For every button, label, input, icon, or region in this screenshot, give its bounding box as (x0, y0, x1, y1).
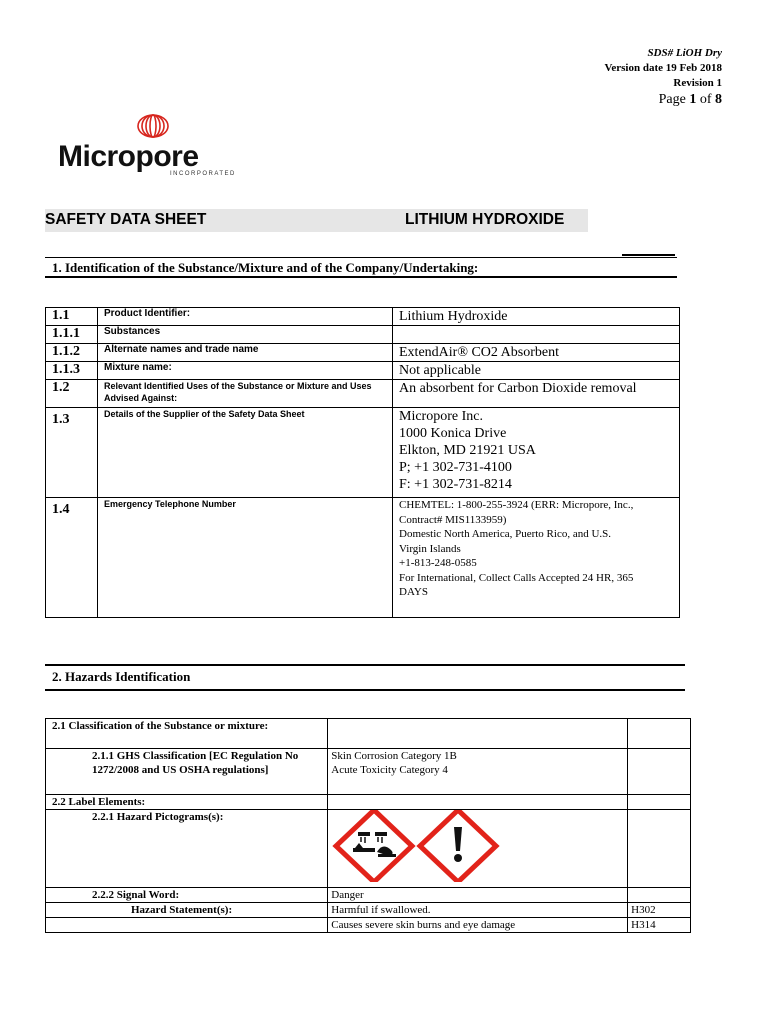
emergency-details (393, 498, 680, 618)
table-row (46, 344, 680, 362)
row-value: ExtendAir® CO2 Absorbent (393, 344, 680, 362)
signal-word-label: 2.2.2 Signal Word: (46, 888, 328, 903)
rings-logo-icon (136, 112, 170, 140)
table-row (46, 408, 680, 498)
pictograms-cell (328, 810, 628, 888)
row-value: Not applicable (393, 362, 680, 380)
row-label: Relevant Identified Uses of the Substance or Mixture and Uses Advised Against: (98, 380, 393, 408)
document-header (604, 46, 722, 109)
empty-cell (628, 749, 691, 795)
row-number: 1.1.3 (46, 362, 98, 380)
table-row (46, 888, 691, 903)
sds-number: SDS# LiOH Dry (647, 47, 722, 59)
ghs-values (328, 749, 628, 795)
row-label: Product Identifier: (98, 308, 393, 326)
ghs-label: 2.1.1 GHS Classification [EC Regulation No 1272/2008 and US OSHA regulations] (46, 749, 328, 795)
logo-tagline: INCORPORATED (170, 171, 236, 177)
page-number: Page 1 of 8 (658, 92, 722, 107)
row-label: Details of the Supplier of the Safety Data Sheet (98, 408, 393, 498)
table-row (46, 719, 691, 749)
emergency-line: DAYS (399, 586, 428, 598)
table-row (46, 795, 691, 810)
hazard-pictograms (331, 810, 507, 882)
emergency-line: Domestic North America, Puerto Rico, and U.S. (399, 528, 612, 540)
row-label: Mixture name: (98, 362, 393, 380)
empty-cell (628, 810, 691, 888)
label-elements: 2.2 Label Elements: (46, 795, 328, 810)
emergency-line: +1-813-248-0585 (399, 557, 477, 569)
exclamation-pictogram-icon (420, 810, 496, 882)
document-title-bar (45, 209, 588, 232)
table-row (46, 903, 691, 918)
hazard-statement: Causes severe skin burns and eye damage (328, 918, 628, 933)
section2-heading: 2. Hazards Identification (52, 669, 191, 684)
supplier-line: Micropore Inc. (399, 409, 483, 424)
table-row (46, 498, 680, 618)
row-number: 1.1 (46, 308, 98, 326)
rule-top (45, 664, 685, 666)
row-number: 1.3 (46, 408, 98, 498)
row-label: Substances (98, 326, 393, 344)
empty-cell (628, 888, 691, 903)
emergency-line: Virgin Islands (399, 542, 461, 555)
version-date: Version date 19 Feb 2018 (604, 62, 722, 74)
row-value: An absorbent for Carbon Dioxide removal (393, 380, 680, 408)
hazards-table (45, 718, 691, 933)
row-value (393, 326, 680, 344)
empty-cell (628, 719, 691, 749)
row-number: 1.4 (46, 498, 98, 618)
emergency-line: CHEMTEL: 1-800-255-3924 (ERR: Micropore, Inc., (399, 499, 634, 511)
rule-bottom (45, 689, 685, 691)
table-row (46, 749, 691, 795)
supplier-line: 1000 Konica Drive (399, 426, 507, 441)
table-row (46, 362, 680, 380)
hazard-code: H302 (628, 903, 691, 918)
revision: Revision 1 (673, 77, 722, 89)
empty-cell (328, 719, 628, 749)
supplier-line: P; +1 302-731-4100 (399, 460, 512, 475)
identification-table (45, 307, 680, 618)
row-label: Emergency Telephone Number (98, 498, 393, 618)
table-row (46, 308, 680, 326)
substance-title: LITHIUM HYDROXIDE (405, 211, 565, 228)
row-number: 1.1.1 (46, 326, 98, 344)
pictograms-label: 2.2.1 Hazard Pictograms(s): (46, 810, 328, 888)
ghs-value: Acute Toxicity Category 4 (331, 764, 448, 776)
row-number: 1.1.2 (46, 344, 98, 362)
logo-wordmark: Micropore (58, 140, 199, 173)
supplier-line: F: +1 302-731-8214 (399, 477, 512, 492)
supplier-line: Elkton, MD 21921 USA (399, 443, 536, 458)
document-title: SAFETY DATA SHEET (45, 211, 207, 228)
ghs-value: Skin Corrosion Category 1B (331, 750, 457, 762)
rule-bottom (45, 276, 677, 278)
rule-stub (622, 254, 675, 256)
hazard-statement: Harmful if swallowed. (328, 903, 628, 918)
empty-cell (46, 918, 328, 933)
supplier-details (393, 408, 680, 498)
hazard-statement-label: Hazard Statement(s): (46, 903, 328, 918)
classification-label: 2.1 Classification of the Substance or mixture: (46, 719, 328, 749)
corrosion-pictogram-icon (336, 810, 412, 882)
emergency-line: For International, Collect Calls Accepted 24 HR, 365 (399, 571, 634, 584)
hazard-code: H314 (628, 918, 691, 933)
rule-top (45, 257, 677, 258)
table-row (46, 326, 680, 344)
row-value: Lithium Hydroxide (393, 308, 680, 326)
row-label: Alternate names and trade name (98, 344, 393, 362)
signal-word-value: Danger (328, 888, 628, 903)
emergency-line: Contract# MIS1133959) (399, 513, 507, 526)
empty-cell (628, 795, 691, 810)
row-number: 1.2 (46, 380, 98, 408)
table-row (46, 810, 691, 888)
empty-cell (328, 795, 628, 810)
table-row (46, 918, 691, 933)
table-row (46, 380, 680, 408)
section1-heading: 1. Identification of the Substance/Mixture and of the Company/Undertaking: (52, 260, 479, 275)
micropore-logo (58, 112, 258, 182)
